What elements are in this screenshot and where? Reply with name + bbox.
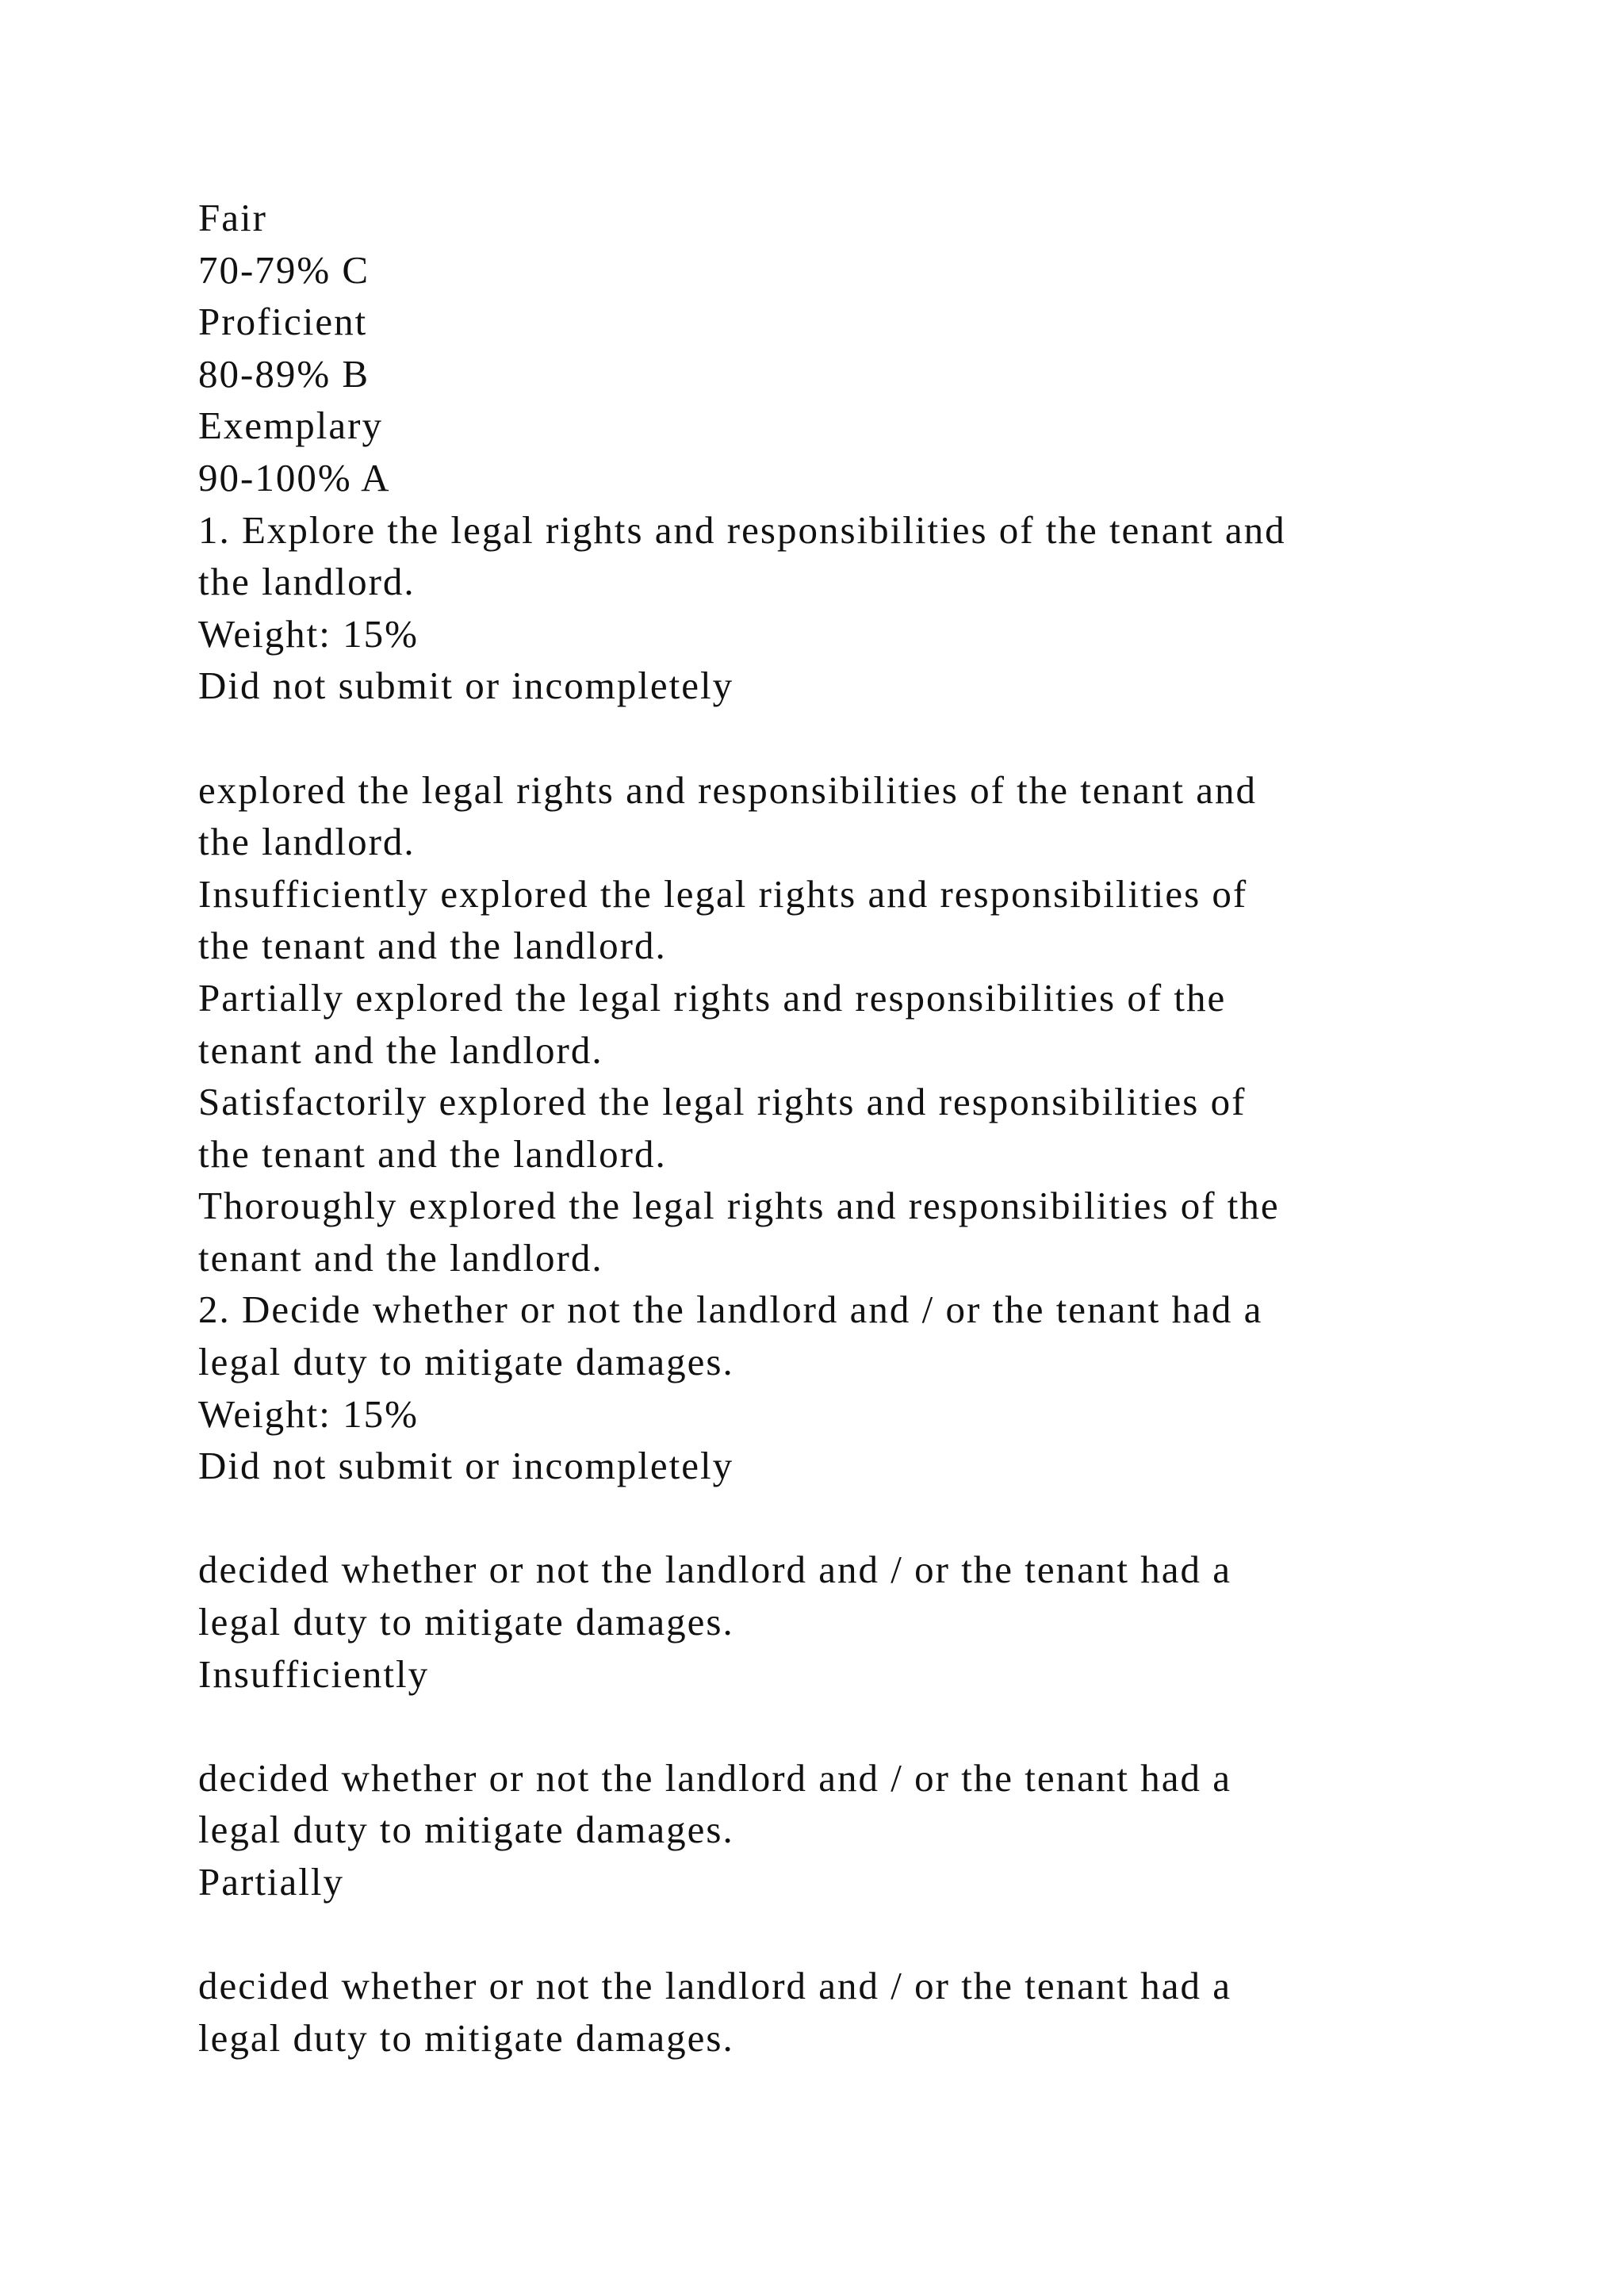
criterion-2-weight: Weight: 15% (198, 1391, 419, 1436)
criterion-2-insufficient-description-end: legal duty to mitigate damages. (198, 1808, 734, 1852)
criterion-2-partial-description: decided whether or not the landlord and / or the tenant had a (198, 1964, 1232, 2008)
criterion-1-failing-description-end: the landlord. (198, 820, 416, 864)
rubric-level-fair: Fair (198, 196, 267, 239)
blank-line (198, 1700, 1499, 1752)
rubric-range-c: 70-79% C (198, 247, 370, 292)
criterion-2-failing-description: Did not submit or incompletely (198, 1444, 734, 1488)
rubric-text-block (198, 192, 1499, 2064)
criterion-1-failing-description-continued: explored the legal rights and responsibilities of the tenant and (198, 767, 1257, 812)
criterion-2-partial-description-end: legal duty to mitigate damages. (198, 2015, 734, 2060)
criterion-1-heading: 1. Explore the legal rights and responsibilities of the tenant and (198, 507, 1286, 552)
criterion-1-weight: Weight: 15% (198, 611, 419, 656)
criterion-1-thorough-description: Thoroughly explored the legal rights and responsibilities of the (198, 1184, 1280, 1228)
criterion-1-failing-description: Did not submit or incompletely (198, 664, 734, 708)
criterion-1-heading-continued: the landlord. (198, 560, 416, 604)
criterion-2-insufficient-description: decided whether or not the landlord and / or the tenant had a (198, 1755, 1232, 1800)
criterion-2-failing-description-continued: decided whether or not the landlord and / or the tenant had a (198, 1548, 1232, 1592)
rubric-range-b: 80-89% B (198, 351, 370, 396)
rubric-level-exemplary: Exemplary (198, 404, 383, 448)
blank-line (198, 712, 1499, 764)
criterion-1-satisfactory-description-end: the tenant and the landlord. (198, 1131, 667, 1176)
criterion-2-partial-label: Partially (198, 1860, 345, 1904)
rubric-level-proficient: Proficient (198, 300, 368, 344)
rubric-range-a: 90-100% A (198, 455, 391, 499)
criterion-2-heading-continued: legal duty to mitigate damages. (198, 1340, 734, 1384)
criterion-2-insufficient-label: Insufficiently (198, 1651, 430, 1696)
criterion-1-partial-description-end: tenant and the landlord. (198, 1027, 603, 1072)
criterion-1-thorough-description-end: tenant and the landlord. (198, 1235, 603, 1280)
criterion-1-satisfactory-description: Satisfactorily explored the legal rights and responsibilities of (198, 1080, 1247, 1124)
blank-line (198, 1908, 1499, 1961)
criterion-1-insufficient-description-end: the tenant and the landlord. (198, 924, 667, 968)
criterion-2-heading: 2. Decide whether or not the landlord and / or the tenant had a (198, 1288, 1263, 1332)
criterion-1-partial-description: Partially explored the legal rights and responsibilities of the (198, 975, 1227, 1020)
criterion-2-failing-description-end: legal duty to mitigate damages. (198, 1600, 734, 1644)
blank-line (198, 1492, 1499, 1544)
criterion-1-insufficient-description: Insufficiently explored the legal rights and responsibilities of (198, 871, 1248, 916)
